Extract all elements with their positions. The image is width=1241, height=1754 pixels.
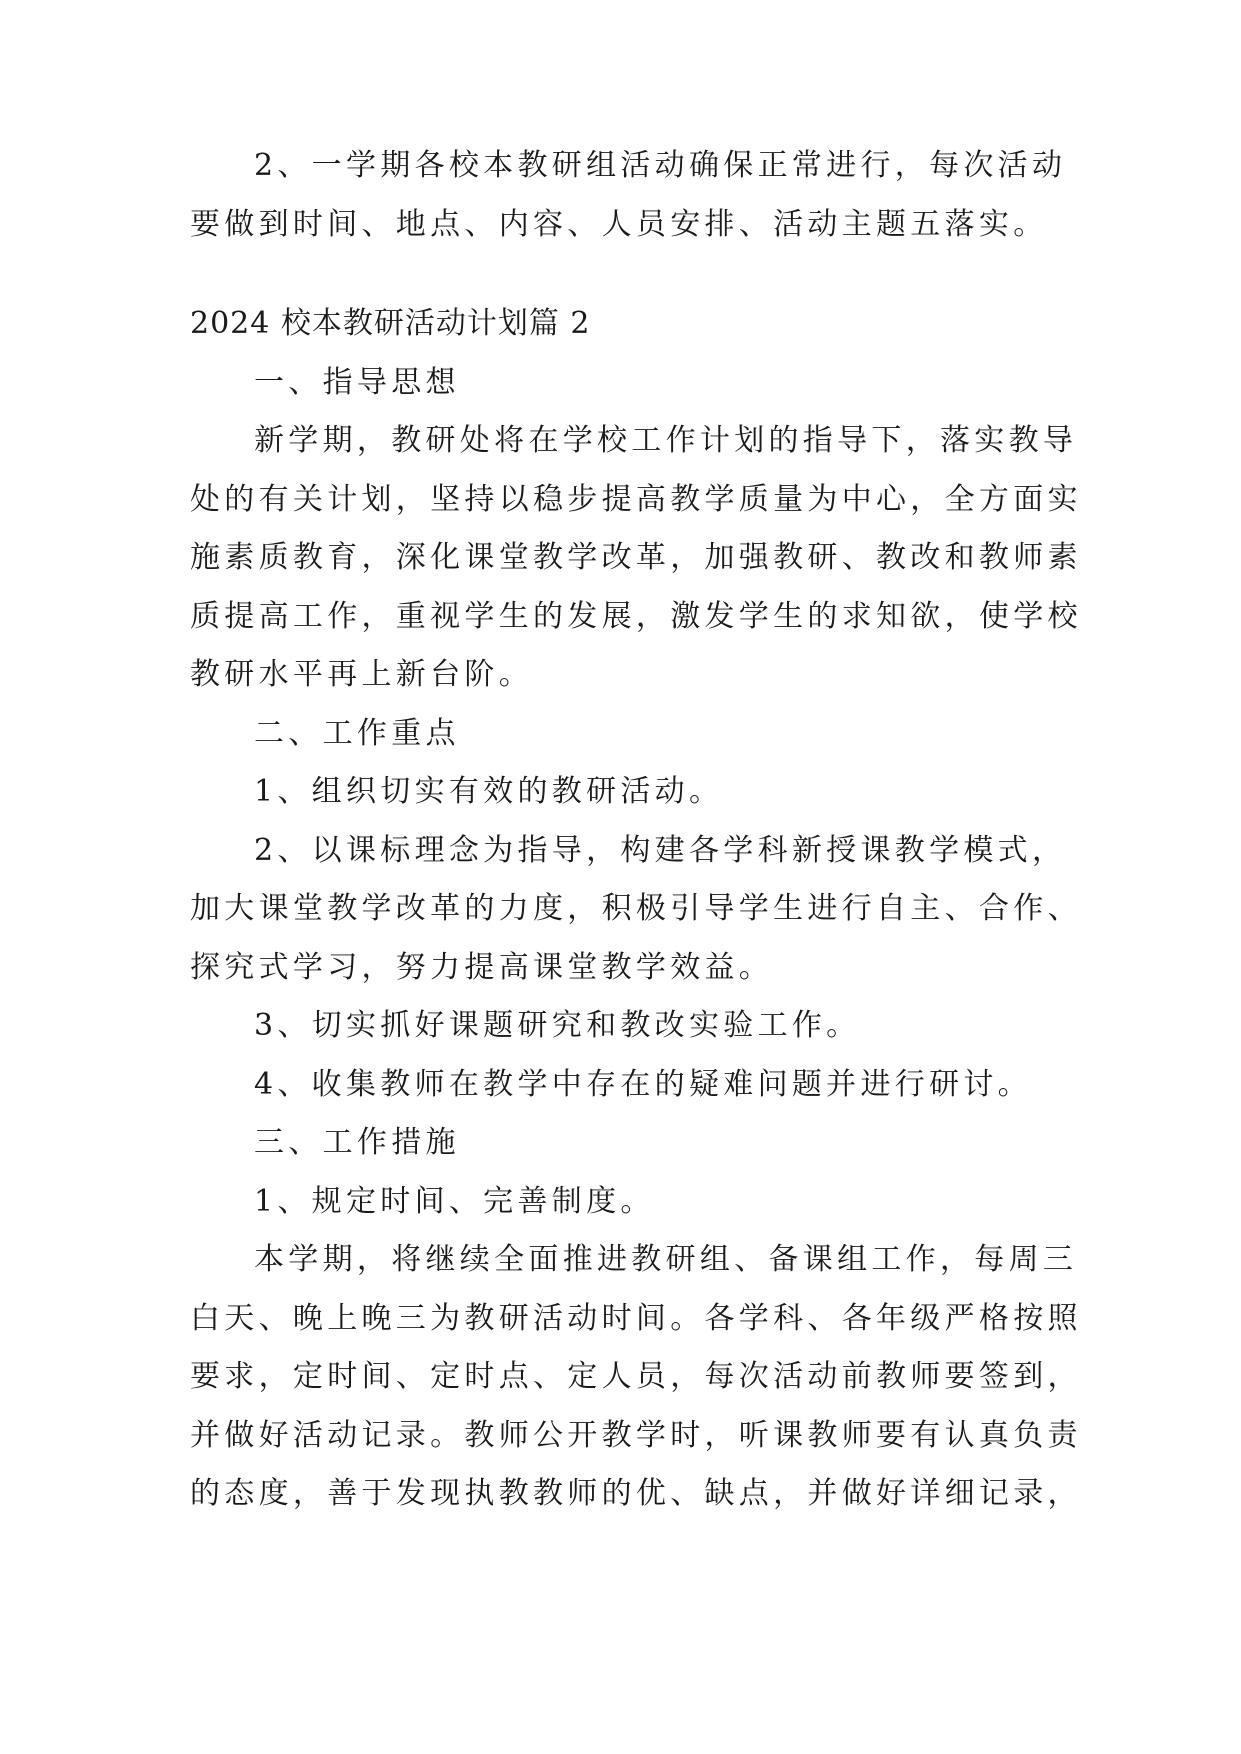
text-line: 探究式学习，努力提高课堂教学效益。 <box>190 949 774 985</box>
heading-work-measures: 三、工作措施 <box>254 1125 460 1160</box>
section-title: 2024 校本教研活动计划篇 2 <box>190 306 591 341</box>
text-line: 质提高工作，重视学生的发展，激发学生的求知欲，使学校 <box>190 598 1082 634</box>
text-line: 新学期，教研处将在学校工作计划的指导下，落实教导 <box>254 423 1078 458</box>
heading-guiding-ideology: 一、指导思想 <box>254 364 460 400</box>
text-line: 1、组织切实有效的教研活动。 <box>254 774 724 809</box>
text-line: 施素质教育，深化课堂教学改革，加强教研、教改和教师素 <box>190 540 1082 575</box>
text-line: 4、收集教师在教学中存在的疑难问题并进行研讨。 <box>254 1066 1032 1102</box>
text-line: 处的有关计划，坚持以稳步提高教学质量为中心，全方面实 <box>190 481 1082 517</box>
text-line: 白天、晚上晚三为教研活动时间。各学科、各年级严格按照 <box>190 1300 1082 1336</box>
text-line: 加大课堂教学改革的力度，积极引导学生进行自主、合作、 <box>190 891 1082 926</box>
text-line: 2、一学期各校本教研组活动确保正常进行，每次活动 <box>254 148 1067 183</box>
heading-work-focus: 二、工作重点 <box>254 715 460 751</box>
text-line: 2、以课标理念为指导，构建各学科新授课教学模式， <box>254 832 1067 868</box>
section2 <box>190 295 1082 1524</box>
text-line: 并做好活动记录。教师公开教学时，听课教师要有认真负责 <box>190 1417 1082 1453</box>
paragraph-section1 <box>190 137 1070 254</box>
text-line: 要求，定时间、定时点、定人员，每次活动前教师要签到， <box>190 1359 1082 1394</box>
text-line: 教研水平再上新台阶。 <box>190 657 533 692</box>
text-line: 要做到时间、地点、内容、人员安排、活动主题五落实。 <box>190 206 1048 242</box>
text-line: 3、切实抓好课题研究和教改实验工作。 <box>254 1008 861 1043</box>
text-line: 本学期，将继续全面推进教研组、备课组工作，每周三 <box>254 1242 1078 1277</box>
text-line: 的态度，善于发现执教教师的优、缺点，并做好详细记录， <box>190 1476 1082 1511</box>
text-line: 1、规定时间、完善制度。 <box>254 1183 655 1219</box>
